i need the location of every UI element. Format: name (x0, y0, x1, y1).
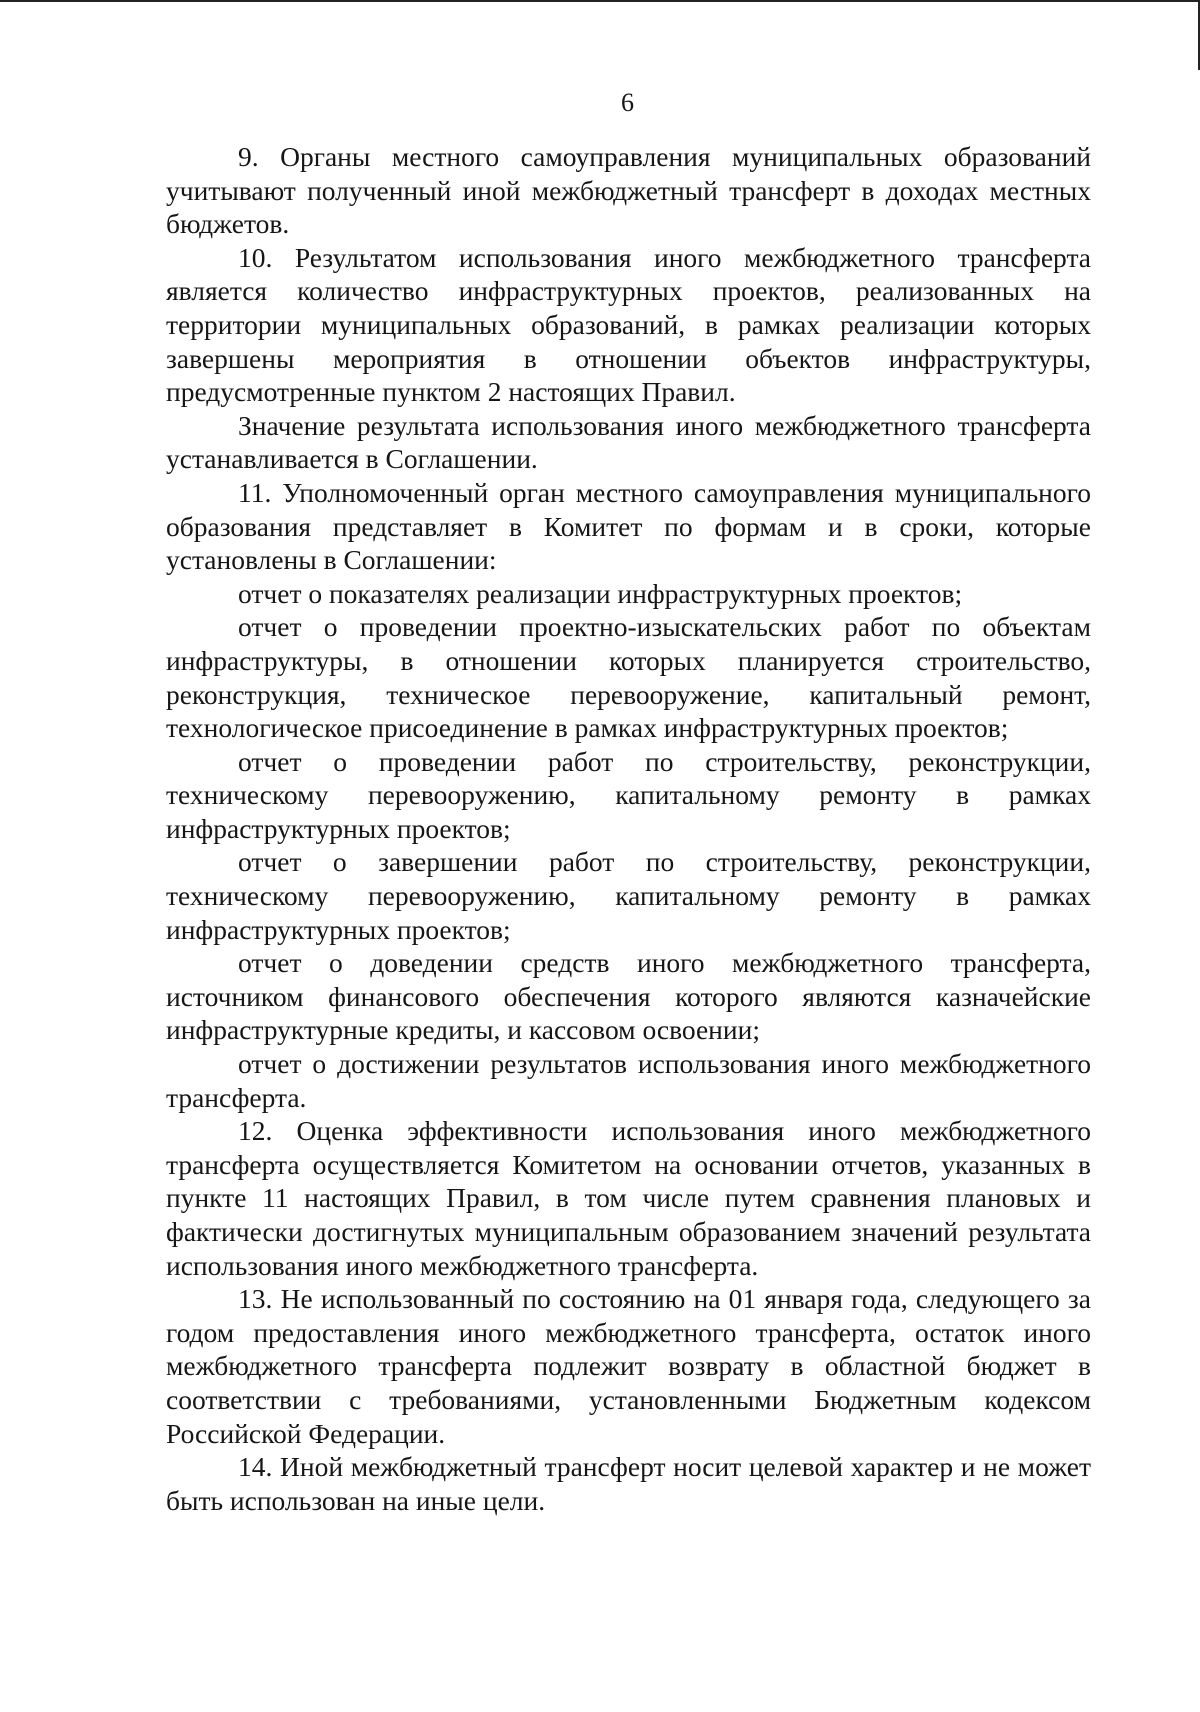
paragraph-14: 14. Иной межбюджетный трансферт носит целевой характер и не может быть использован на иные цели. (166, 1451, 1091, 1516)
paragraph-9: 9. Органы местного самоуправления муниципальных образований учитывают полученный иной межбюджетный трансферт в доходах местных бюджетов. (166, 141, 1091, 240)
paragraph-10: 10. Результатом использования иного межбюджетного трансферта является количество инфраструктурных проектов, реализованных на территории муниципальных образований, в рамках реализации которых завершены мероприятия в отношении объектов инфраструктуры, предусмотренные пунктом 2 настоящих Правил. (166, 241, 1091, 408)
paragraph-13: 13. Не использованный по состоянию на 01 января года, следующего за годом предоставления иного межбюджетного трансферта, остаток иного межбюджетного трансферта подлежит возврату в областной бюджет в соответствии с требованиями, установленными Бюджетным кодексом Российской Федерации. (166, 1283, 1091, 1449)
document-body (166, 140, 1091, 1517)
report-item: отчет о завершении работ по строительству, реконструкции, техническому перевооружению, капитальному ремонту в рамках инфраструктурных проектов; (166, 846, 1091, 945)
report-item: отчет о достижении результатов использования иного межбюджетного трансферта. (166, 1048, 1091, 1113)
paragraph-11: 11. Уполномоченный орган местного самоуправления муниципального образования представляет в Комитет по формам и в сроки, которые установлены в Соглашении: (166, 476, 1091, 576)
paragraph-10-value: Значение результата использования иного межбюджетного трансферта устанавливается в Соглашении. (166, 409, 1091, 475)
report-item: отчет о проведении работ по строительству, реконструкции, техническому перевооружению, капитальному ремонту в рамках инфраструктурных проектов; (166, 745, 1091, 844)
scan-edge-top (0, 0, 1200, 2)
report-item: отчет о проведении проектно-изыскательских работ по объектам инфраструктуры, в отношении которых планируется строительство, реконструкция, техническое перевооружение, капитальный ремонт, технологическое присоединение в рамках инфраструктурных проектов; (166, 611, 1091, 744)
page-number: 6 (621, 88, 634, 117)
report-item: отчет о доведении средств иного межбюджетного трансферта, источником финансового обеспечения которого являются казначейские инфраструктурные кредиты, и кассовом освоении; (166, 947, 1091, 1046)
paragraph-12: 12. Оценка эффективности использования иного межбюджетного трансферта осуществляется Комитетом на основании отчетов, указанных в пункте 11 настоящих Правил, в том числе путем сравнения плановых и фактически достигнутых муниципальным образованием значений результата использования иного межбюджетного трансферта. (166, 1115, 1091, 1281)
report-item: отчет о показателях реализации инфраструктурных проектов; (238, 577, 963, 609)
